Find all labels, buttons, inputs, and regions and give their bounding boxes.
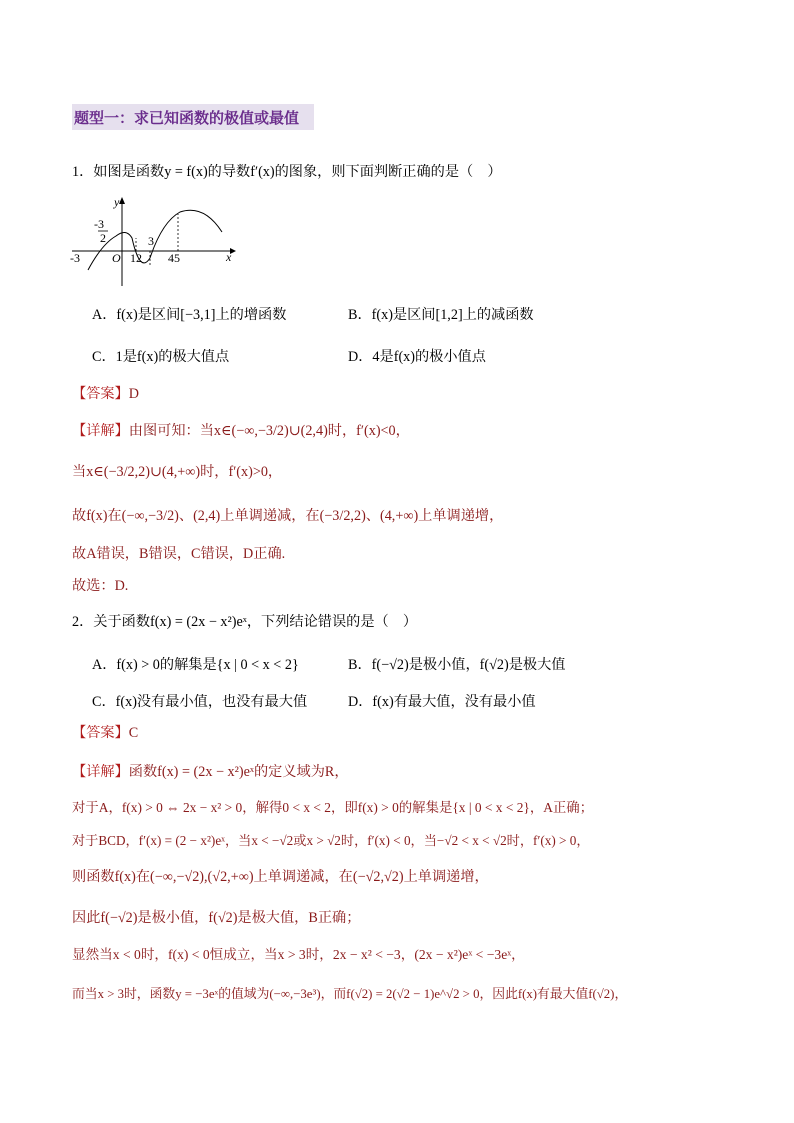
q1-detail-line-5: 故选：D.: [72, 578, 129, 594]
q2-option-a: A．f(x) > 0的解集是{x | 0 < x < 2}: [92, 657, 299, 673]
q1-answer-tag: 【答案】: [72, 386, 129, 402]
q2-detail-line-5: 因此f(−√2)是极小值，f(√2)是极大值，B正确；: [72, 910, 361, 926]
graph-label-four-five: 45: [168, 251, 180, 265]
q1-option-a: A．f(x)是区间[−3,1]上的增函数: [92, 307, 287, 323]
q1-detail-line-3: 故f(x)在(−∞,−3/2)、(2,4)上单调递减，在(−3/2,2)、(4,+∞)上单调递增，: [72, 508, 504, 524]
graph-x-label: x: [226, 250, 232, 264]
q2-detail-line-4: 则函数f(x)在(−∞,−√2),(√2,+∞)上单调递减，在(−√2,√2)上单调递增，: [72, 869, 489, 885]
q2-detail-line-7: 而当x > 3时，函数y = −3eˣ的值域为(−∞,−3e³)，而f(√2) = 2(√2 − 1)e^√2 > 0，因此f(x)有最大值f(√2)，: [72, 987, 628, 1001]
q1-option-c: C．1是f(x)的极大值点: [92, 349, 230, 365]
section-heading: 题型一：求已知函数的极值或最值: [74, 109, 300, 127]
graph-label-one-two: 12: [130, 251, 142, 265]
q2-detail-line-3: 对于BCD，f′(x) = (2 − x²)eˣ，当x < −√2或x > √2时，f′(x) < 0，当−√2 < x < √2时，f′(x) > 0，: [72, 833, 590, 848]
q1-answer-value: D: [128, 386, 140, 402]
graph-y-label: y: [114, 195, 120, 209]
q2-detail-line-2: 对于A，f(x) > 0 ⇔ 2x − x² > 0，解得0 < x < 2，即f(x) > 0的解集是{x | 0 < x < 2}，A正确；: [72, 800, 594, 815]
q1-stem: 1．如图是函数y = f(x)的导数f′(x)的图象，则下面判断正确的是（ ）: [72, 164, 502, 180]
q2-answer-tag: 【答案】: [72, 725, 129, 741]
q1-detail-line-1: [72, 421, 410, 441]
graph-origin-label: O: [112, 251, 121, 265]
graph-label-three: 3: [148, 234, 154, 248]
graph-label-neg-three-halves-num: -3: [94, 217, 104, 231]
q1-option-d: D．4是f(x)的极小值点: [348, 349, 486, 365]
q1-detail-text-1: 由图可知：当x∈(−∞,−3/2)∪(2,4)时，f′(x)<0，: [128, 423, 410, 439]
q2-option-b: B．f(−√2)是极小值，f(√2)是极大值: [348, 657, 566, 673]
q2-answer: [72, 723, 138, 743]
q1-answer: [72, 384, 139, 404]
q2-detail-text-1: 函数f(x) = (2x − x²)eˣ的定义域为R，: [128, 764, 349, 780]
q2-detail-tag: 【详解】: [72, 764, 129, 780]
q1-detail-line-2: 当x∈(−3/2,2)∪(4,+∞)时，f′(x)>0，: [72, 464, 283, 480]
graph-label-neg-three-halves-den: 2: [100, 231, 106, 245]
q1-detail-tag: 【详解】: [72, 423, 129, 439]
q2-detail-line-6: 显然当x < 0时，f(x) < 0恒成立，当x > 3时，2x − x² < −3，(2x − x²)eˣ < −3eˣ，: [72, 947, 525, 962]
q1-detail-line-4: 故A错误，B错误，C错误，D正确.: [72, 546, 286, 562]
q2-option-c: C．f(x)没有最小值，也没有最大值: [92, 694, 308, 710]
q2-answer-value: C: [128, 725, 139, 741]
derivative-graph: [70, 192, 240, 288]
q2-stem: 2．关于函数f(x) = (2x − x²)eˣ，下列结论错误的是（ ）: [72, 614, 418, 630]
q2-option-d: D．f(x)有最大值，没有最小值: [348, 694, 536, 710]
graph-label-neg-three: -3: [70, 251, 80, 265]
q2-detail-line-1: [72, 762, 349, 782]
q1-option-b: B．f(x)是区间[1,2]上的减函数: [348, 307, 534, 323]
